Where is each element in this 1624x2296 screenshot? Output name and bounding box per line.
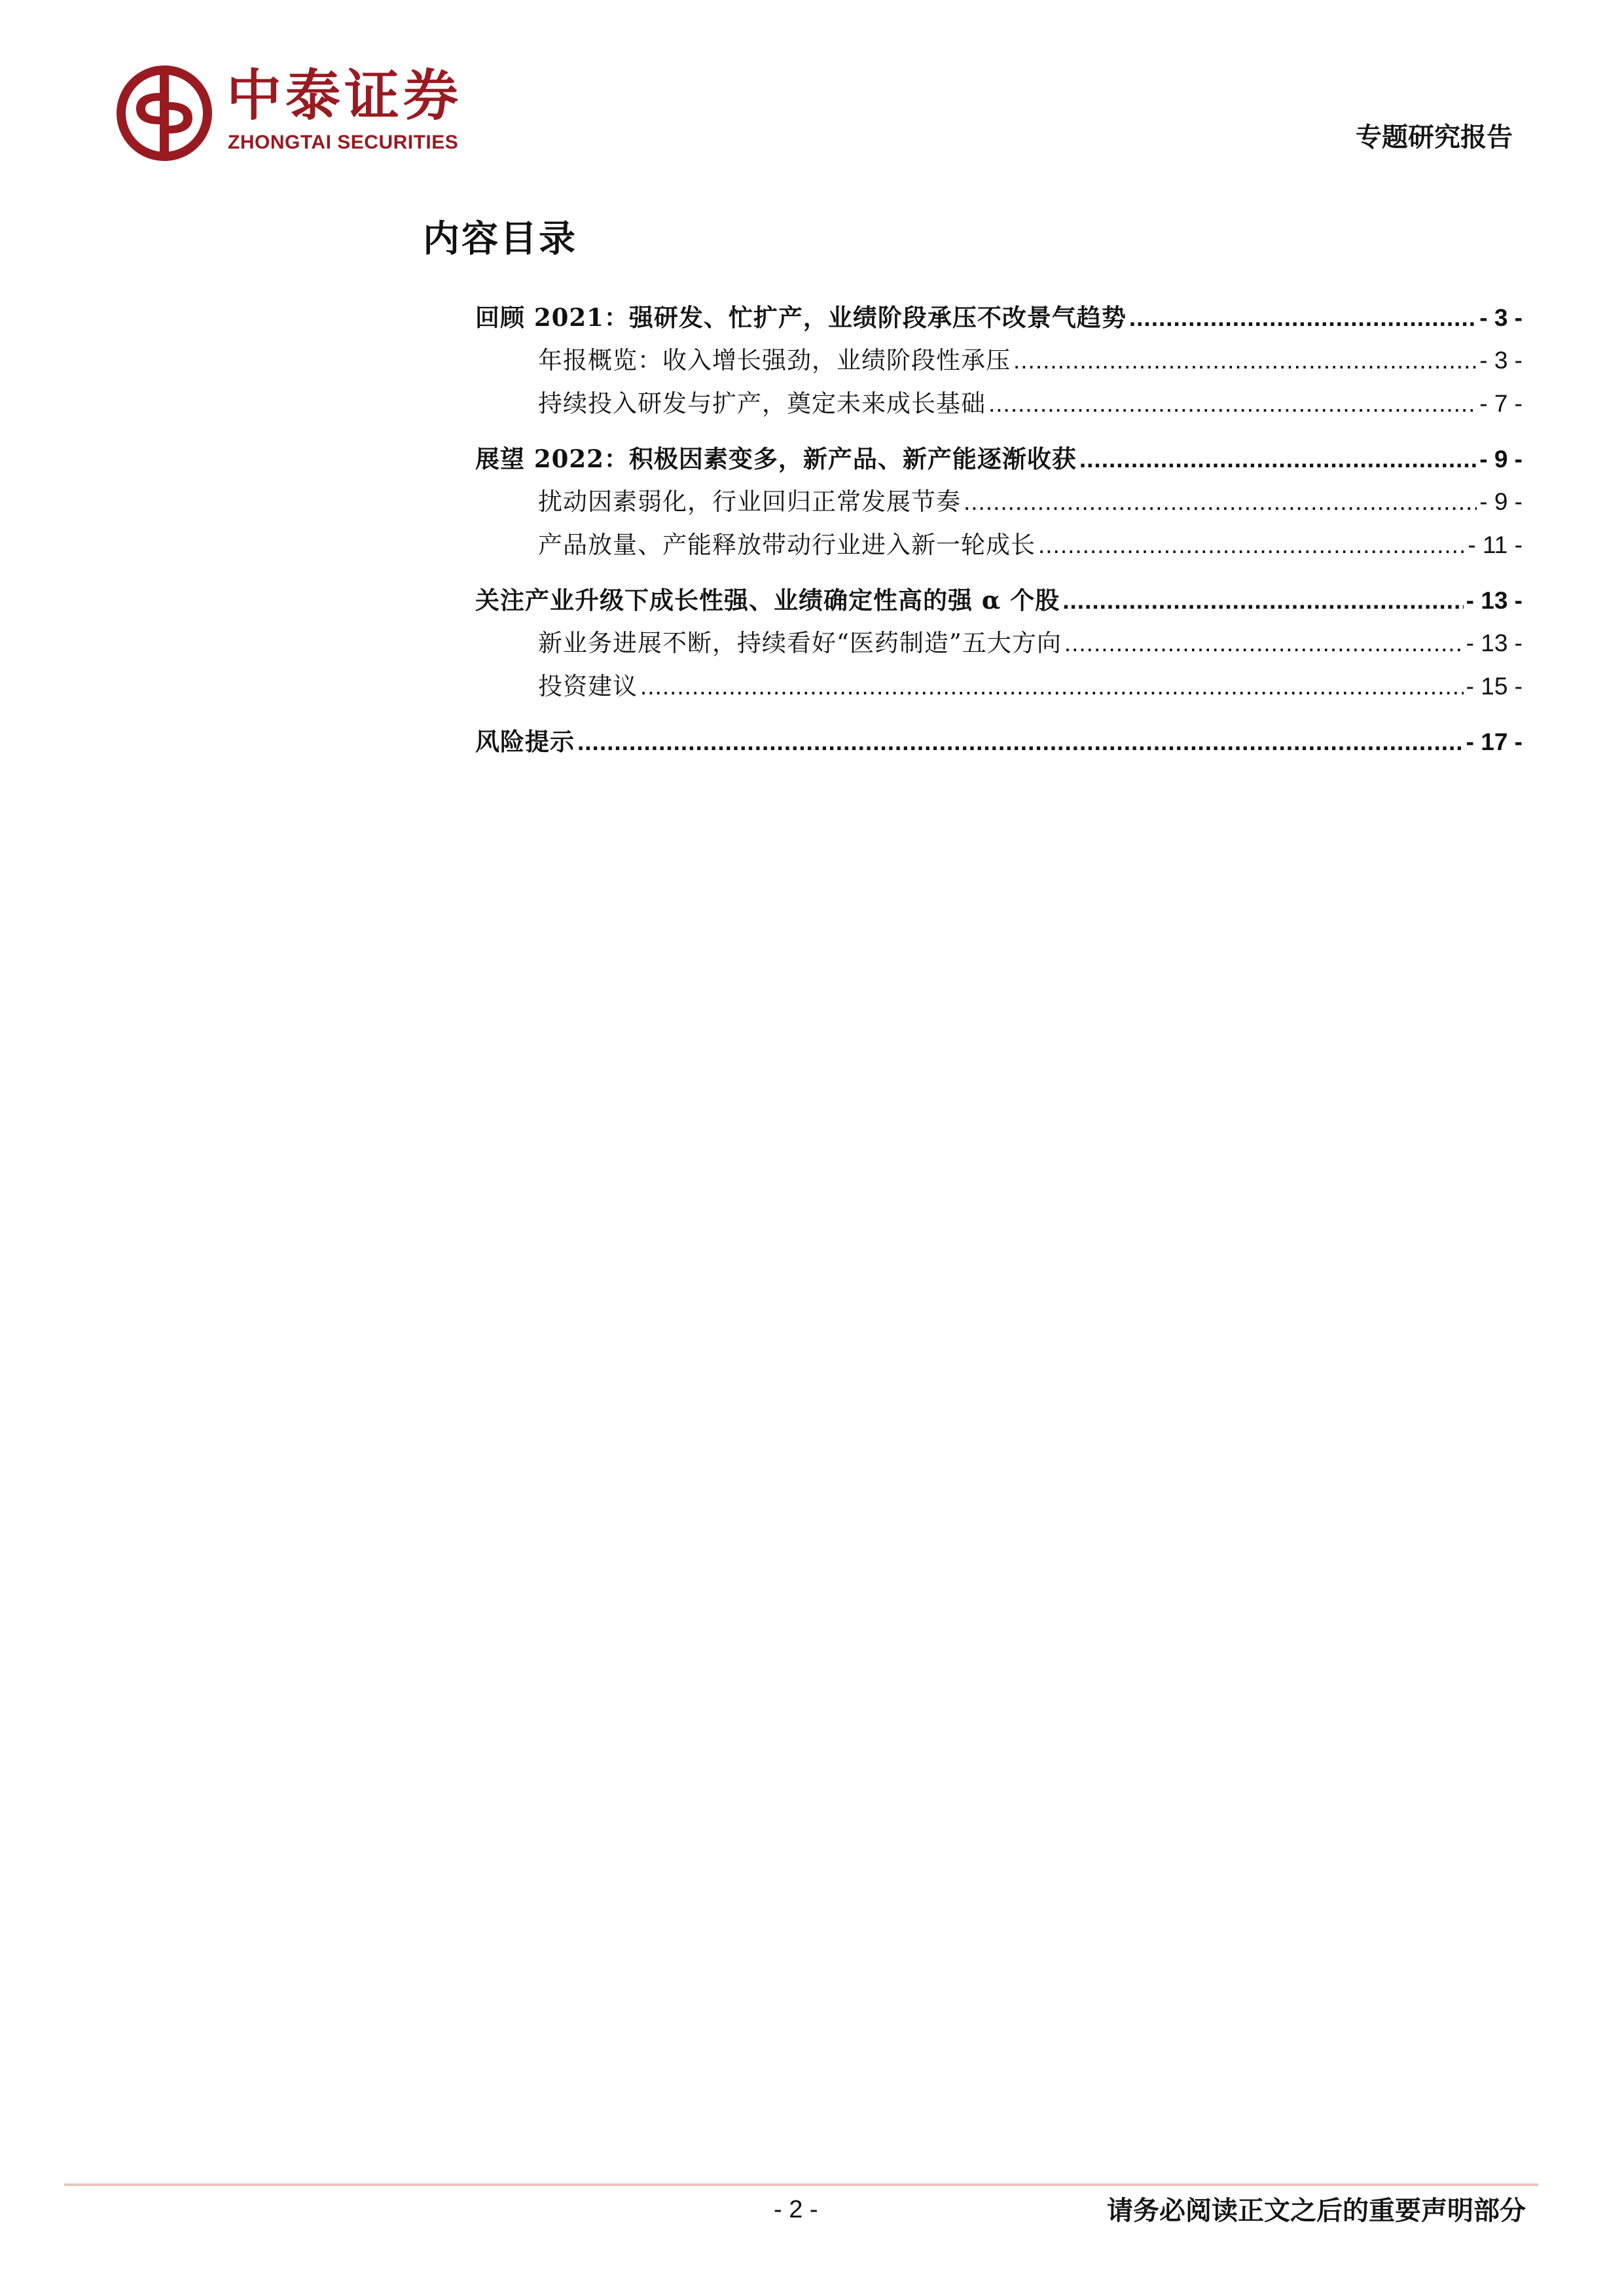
toc-subsection-entry[interactable] bbox=[475, 480, 1523, 524]
toc-entry-label: 风险提示 bbox=[475, 727, 575, 756]
footer-divider bbox=[64, 2183, 1538, 2186]
toc-leader-dots bbox=[1038, 524, 1465, 567]
toc-leader-dots bbox=[1064, 622, 1464, 665]
toc-section-entry[interactable] bbox=[475, 720, 1523, 763]
toc-entry-page: - 15 - bbox=[1466, 673, 1523, 700]
toc-subsection-entry[interactable] bbox=[475, 524, 1523, 567]
toc-entry-page: - 9 - bbox=[1479, 488, 1523, 515]
toc-subsection-entry[interactable] bbox=[475, 382, 1523, 425]
toc-subsection-entry[interactable] bbox=[475, 622, 1523, 665]
toc-entry-page: - 13 - bbox=[1466, 630, 1523, 656]
toc-entry-label: 关注产业升级下成长性强、业绩确定性高的强 α 个股 bbox=[475, 586, 1060, 615]
toc-entry-page: - 9 - bbox=[1479, 446, 1523, 473]
logo-chinese-name: 中泰证券 bbox=[226, 63, 463, 128]
toc-leader-dots bbox=[988, 382, 1477, 425]
toc-entry-label: 展望 2022：积极因素变多，新产品、新产能逐渐收获 bbox=[475, 444, 1077, 473]
toc-entry-label: 年报概览：收入增长强劲，业绩阶段性承压 bbox=[538, 346, 1011, 374]
footer-disclaimer: 请务必阅读正文之后的重要声明部分 bbox=[1107, 2195, 1526, 2226]
toc-entry-label: 投资建议 bbox=[538, 672, 638, 700]
toc-entry-label: 持续投入研发与扩产，奠定未来成长基础 bbox=[538, 389, 986, 418]
table-of-contents bbox=[475, 296, 1523, 763]
toc-entry-page: - 7 - bbox=[1479, 390, 1523, 417]
toc-leader-dots bbox=[1129, 296, 1477, 340]
toc-entry-page: - 3 - bbox=[1479, 347, 1523, 374]
toc-entry-page: - 17 - bbox=[1466, 728, 1523, 755]
toc-entry-page: - 13 - bbox=[1466, 587, 1523, 614]
toc-leader-dots bbox=[640, 665, 1464, 708]
toc-section-entry[interactable] bbox=[475, 296, 1523, 339]
toc-entry-page: - 11 - bbox=[1468, 531, 1523, 558]
company-logo bbox=[117, 63, 490, 161]
toc-leader-dots bbox=[964, 480, 1477, 524]
toc-entry-label: 扰动因素弱化，行业回归正常发展节奏 bbox=[538, 488, 961, 516]
toc-leader-dots bbox=[1079, 438, 1477, 481]
toc-section-entry[interactable] bbox=[475, 437, 1523, 480]
toc-subsection-entry[interactable] bbox=[475, 339, 1523, 382]
toc-entry-label: 产品放量、产能释放带动行业进入新一轮成长 bbox=[538, 531, 1036, 559]
toc-leader-dots bbox=[1013, 339, 1477, 382]
toc-leader-dots bbox=[577, 721, 1464, 764]
toc-section-entry[interactable] bbox=[475, 579, 1523, 622]
zhongtai-logo-icon bbox=[117, 65, 212, 161]
toc-entry-page: - 3 - bbox=[1479, 304, 1523, 331]
toc-title: 内容目录 bbox=[423, 217, 577, 260]
logo-english-name: ZHONGTAI SECURITIES bbox=[228, 132, 459, 153]
page-number: - 2 - bbox=[774, 2196, 818, 2223]
toc-entry-label: 新业务进展不断，持续看好“医药制造”五大方向 bbox=[538, 629, 1062, 657]
report-type-label: 专题研究报告 bbox=[1356, 122, 1513, 152]
toc-entry-label: 回顾 2021：强研发、忙扩产，业绩阶段承压不改景气趋势 bbox=[475, 303, 1127, 332]
toc-subsection-entry[interactable] bbox=[475, 665, 1523, 708]
toc-leader-dots bbox=[1062, 579, 1463, 622]
